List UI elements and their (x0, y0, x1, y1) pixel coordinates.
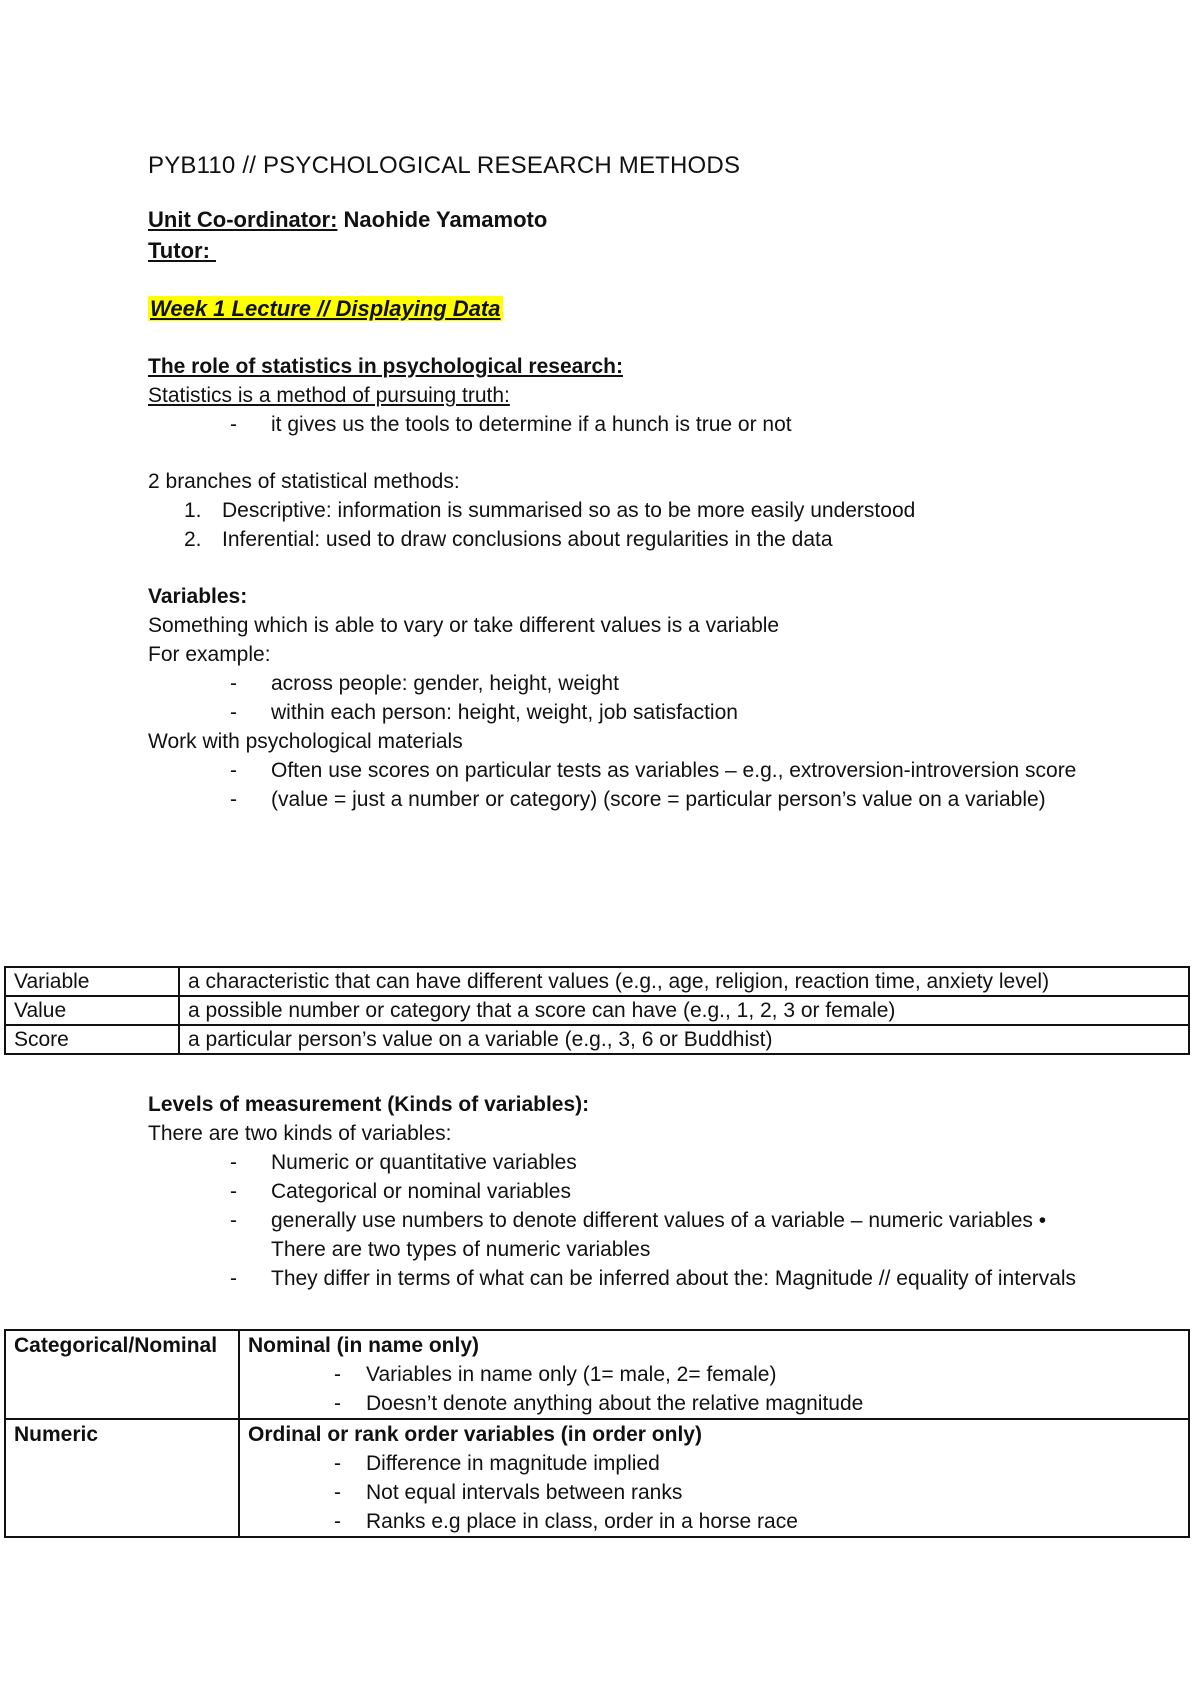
branch-number: 2. (184, 528, 202, 551)
description-point: - Doesn’t denote anything about the relative magnitude (248, 1389, 1180, 1418)
meaning-cell: a particular person’s value on a variable (e.g., 3, 6 or Buddhist) (179, 1025, 1189, 1054)
kind-cell: Numeric (5, 1419, 239, 1537)
role-bullet: - it gives us the tools to determine if a hunch is true or not (148, 410, 1108, 439)
table-row (5, 1330, 1189, 1419)
work-item: - Often use scores on particular tests as variables – e.g., extroversion-introversion score (148, 756, 1091, 785)
levels-item: - Categorical or nominal variables (148, 1177, 1108, 1206)
term-cell: Variable (5, 967, 179, 996)
levels-item: - Numeric or quantitative variables (148, 1148, 1108, 1177)
term-cell: Value (5, 996, 179, 1025)
coordinator-name: Naohide Yamamoto (343, 207, 548, 232)
example-intro: For example: (148, 643, 271, 666)
levels-item: - They differ in terms of what can be inferred about the: Magnitude // equality of intervals (148, 1264, 1091, 1293)
work-item: - (value = just a number or category) (score = particular person’s value on a variable) (148, 785, 1091, 814)
meaning-cell: a possible number or category that a score can have (e.g., 1, 2, 3 or female) (179, 996, 1189, 1025)
description-point: - Difference in magnitude implied (248, 1449, 1180, 1478)
branch-text: Inferential: used to draw conclusions about regularities in the data (222, 528, 833, 551)
unit-meta (148, 204, 1108, 266)
description-heading: Ordinal or rank order variables (in order only) (248, 1423, 702, 1446)
table-row (5, 1419, 1189, 1537)
description-point: - Ranks e.g place in class, order in a horse race (248, 1507, 1180, 1536)
description-cell (239, 1330, 1189, 1419)
week-heading-text: Week 1 Lecture // Displaying Data (150, 296, 501, 321)
table-row (5, 1025, 1189, 1054)
role-section (148, 352, 1108, 439)
example-item: - within each person: height, weight, job satisfaction (148, 698, 1108, 727)
branch-item (148, 525, 1108, 554)
table-row (5, 967, 1189, 996)
levels-section (148, 1090, 1108, 1293)
branch-text: Descriptive: information is summarised so as to be more easily understood (222, 499, 916, 522)
branch-item (148, 496, 1108, 525)
description-point: - Variables in name only (1= male, 2= female) (248, 1360, 1180, 1389)
tutor-label: Tutor: (148, 238, 217, 263)
coordinator-row (148, 204, 1108, 235)
variables-heading: Variables: (148, 585, 248, 608)
kind-cell: Categorical/Nominal (5, 1330, 239, 1419)
page-content (148, 150, 1108, 814)
definitions-table (4, 966, 1190, 1055)
role-heading: The role of statistics in psychological research: (148, 355, 623, 378)
meaning-cell: a characteristic that can have different values (e.g., age, religion, reaction time, anxiety level) (179, 967, 1189, 996)
branches-intro: 2 branches of statistical methods: (148, 470, 460, 493)
example-item: - across people: gender, height, weight (148, 669, 1108, 698)
levels-item: - generally use numbers to denote different values of a variable – numeric variables • There are two types of numeric variables (148, 1206, 1091, 1264)
variables-definition: Something which is able to vary or take different values is a variable (148, 614, 780, 637)
tutor-row (148, 235, 1108, 266)
role-subheading: Statistics is a method of pursuing truth: (148, 384, 510, 407)
levels-intro: There are two kinds of variables: (148, 1122, 452, 1145)
page-title: PYB110 // PSYCHOLOGICAL RESEARCH METHODS (148, 152, 741, 179)
description-point: - Not equal intervals between ranks (248, 1478, 1180, 1507)
work-intro: Work with psychological materials (148, 730, 463, 753)
week-heading (148, 294, 1108, 324)
description-heading: Nominal (in name only) (248, 1334, 480, 1357)
levels-table (4, 1329, 1190, 1538)
levels-heading: Levels of measurement (Kinds of variables): (148, 1093, 590, 1116)
variables-section (148, 582, 1108, 814)
description-cell (239, 1419, 1189, 1537)
table-row (5, 996, 1189, 1025)
branches-section (148, 467, 1108, 554)
coordinator-label: Unit Co-ordinator: (148, 207, 338, 232)
term-cell: Score (5, 1025, 179, 1054)
branch-number: 1. (184, 499, 202, 522)
